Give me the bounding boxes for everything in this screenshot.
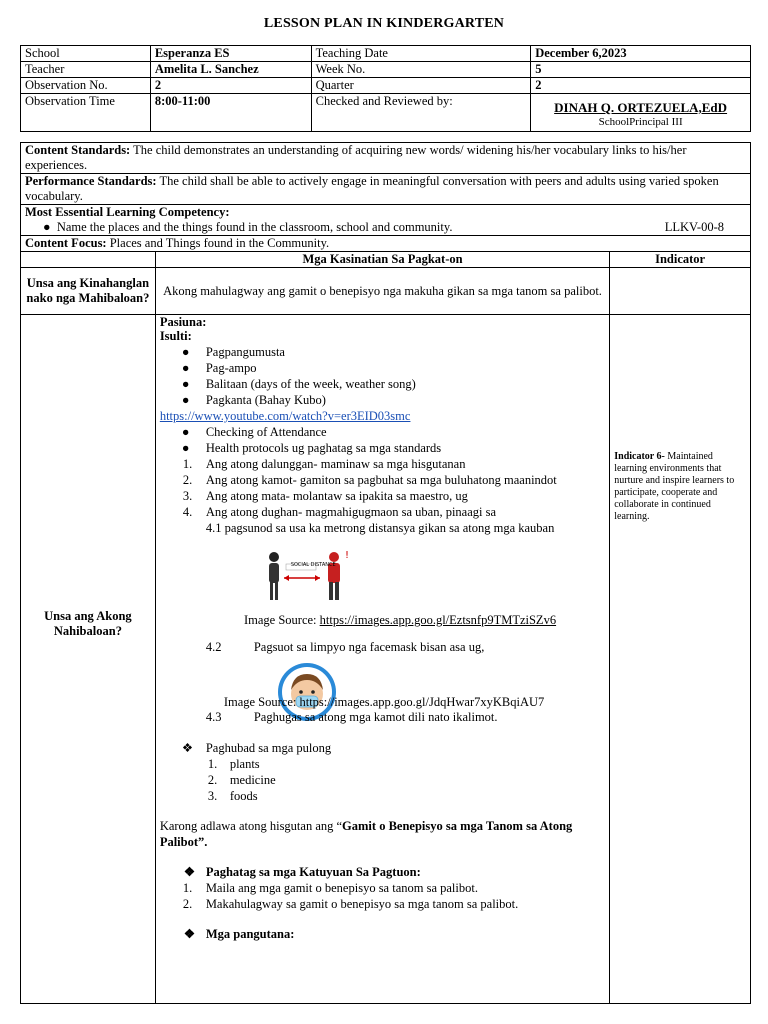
row2-content: Pasiuna: Isulti: ● Pagpangumusta ● Pag-ampo ● Balitaan (days of the week, weather song) ● Pagkanta (Bahay Kubo) https://www.youtube.com/watch?v=er3EID03smc ● Checking of Attendance ● Health protocols ug paghatag sa mga standards 1. Ang atong dalunggan- maminaw sa mga hisgutanan 2. Ang atong kamot- gamiton sa pagbuhat sa mga buluhatong maanindot 3. Ang atong mata- molantaw sa ipakita sa maestro, ug 4. Ang atong dughan- magmahigugmaon sa uban, pinaagi sa 4.1 pagsunod sa usa ka metrong distansya gikan sa atong mga kauban ! SOCIAL DISTANCE Image Source: https://images.app.goo.gl/Eztsnfp9TMTziSZv6 4.2 Pagsuot sa limpyo nga facemask bisan asa ug, Image Source: https://images.app.goo.gl/JdqHwar7xyKBqiAU7 4.3 Paghugas sa atong mga kamot dili nato ikalimot. ❖ Paghubad sa mga pulong 1. plants 2. medicine 3. foods Karong adlawa atong hisgutan ang “Gamit o Benepisyo sa mga Tanom sa Atong Palibot”. ❖ Paghatag sa mga Katuyuan Sa Pagtuon: 1. Maila ang mga gamit o benepisyo sa tanom sa palibot. 2. Makahulagway sa gamit o benepisyo sa mga tanom sa palibot. ❖ Mga pangutana: — [155, 315, 609, 1004]
intro-list — [160, 344, 605, 408]
list-item: 3. Ang atong mata- molantaw sa ipakita sa maestro, ug — [182, 489, 468, 503]
teacher-value: Amelita L. Sanchez — [150, 62, 311, 78]
lesson-table — [20, 142, 751, 1004]
social-distance-label: SOCIAL DISTANCE — [290, 562, 336, 568]
words-list — [160, 756, 605, 804]
page-title: LESSON PLAN IN KINDERGARTEN — [263, 16, 505, 31]
performance-standards: Performance Standards: The child shall be able to actively engage in meaningful conversation with peers and adults using varied spoken vocabulary. — [21, 174, 751, 205]
list-item: ❖ Paghubad sa mga pulong — [181, 741, 332, 755]
bullet-icon: ● — [181, 393, 190, 407]
bullet-icon: ● — [43, 220, 51, 234]
date-value: December 6,2023 — [531, 46, 751, 62]
image-source-2: Image Source: https://images.app.goo.gl/JdqHwar7xyKBqiAU7 — [223, 695, 545, 709]
list-item: 1. Ang atong dalunggan- maminaw sa mga hisgutanan — [182, 457, 466, 471]
indicator-text: Indicator 6- Maintained learning environments that nurture and inspire learners to participate, cooperate and collaborate in continued learning. — [614, 451, 735, 522]
list-item: 2. Ang atong kamot- gamiton sa pagbuhat sa mga buluhatong maanindot — [182, 473, 557, 487]
melc-code: LLKV-00-8 — [664, 220, 724, 234]
bullet-icon: ● — [181, 345, 190, 359]
image-source-1: Image Source: https://images.app.goo.gl/Eztsnfp9TMTziSZv6 — [243, 613, 557, 627]
bullet-icon: ● — [181, 441, 190, 455]
school-label: School — [21, 46, 151, 62]
melc-text: Name the places and the things found in the classroom, school and community. — [56, 220, 453, 234]
bullet-icon: ● — [181, 425, 190, 439]
sub-item-4-2: 4.2 Pagsuot sa limpyo nga facemask bisan asa ug, — [205, 640, 485, 654]
list-item: ● Checking of Attendance — [181, 425, 327, 439]
facemask-figure — [160, 674, 605, 708]
row-kinahanglan — [21, 268, 751, 315]
quarter-value: 2 — [531, 78, 751, 94]
obs-label: Observation No. — [21, 78, 151, 94]
melc-row — [21, 205, 751, 236]
objectives-heading: ❖ Paghatag sa mga Katuyuan Sa Pagtuon: — [183, 865, 421, 879]
list-item: 1. plants — [207, 757, 260, 771]
diamond-bullet-icon: ❖ — [183, 865, 196, 879]
header-row — [21, 252, 751, 268]
list-item: 4. Ang atong dughan- magmahigugmaon sa uban, pinaagi sa — [182, 505, 497, 519]
time-value: 8:00-11:00 — [150, 94, 311, 132]
bullet-icon: ● — [181, 377, 190, 391]
school-value: Esperanza ES — [150, 46, 311, 62]
list-item: ● Pagpangumusta — [181, 345, 285, 359]
youtube-link[interactable]: https://www.youtube.com/watch?v=er3EID03smc — [159, 409, 411, 423]
list-item: 3. foods — [207, 789, 258, 803]
list-item: 2. medicine — [207, 773, 276, 787]
content-focus-row — [21, 236, 751, 252]
list-item: ● Pag-ampo — [181, 361, 257, 375]
diamond-bullet-icon: ❖ — [181, 741, 194, 755]
info-row-teacher — [21, 62, 751, 78]
teacher-label: Teacher — [21, 62, 151, 78]
obs-value: 2 — [150, 78, 311, 94]
indicator-cell — [610, 315, 751, 1004]
checked-label: Checked and Reviewed by: — [311, 94, 531, 132]
objectives-list — [160, 880, 605, 912]
row1-label: Unsa ang Kinahanglan nako nga Mahibaloan? — [21, 268, 156, 315]
row2-label: Unsa ang Akong Nahibaloan? — [21, 315, 156, 1004]
content-standards-row — [21, 143, 751, 174]
week-value: 5 — [531, 62, 751, 78]
principal-title: SchoolPrincipal III — [598, 116, 683, 128]
principal-name: DINAH Q. ORTEZUELA,EdD — [554, 100, 728, 115]
list-item: ● Health protocols ug paghatag sa mga standards — [181, 441, 442, 455]
principal-cell — [531, 94, 751, 132]
info-row-observation — [21, 78, 751, 94]
sub-item-4-1: 4.1 pagsunod sa usa ka metrong distansya gikan sa atong mga kauban — [205, 521, 555, 535]
topic-sentence: Karong adlawa atong hisgutan ang “Gamit o Benepisyo sa mga Tanom sa Atong Palibot”. — [159, 819, 573, 849]
performance-standards-row — [21, 174, 751, 205]
list-item: ● Pagkanta (Bahay Kubo) — [181, 393, 326, 407]
info-table — [20, 45, 751, 132]
quarter-label: Quarter — [311, 78, 531, 94]
diamond-bullet-icon: ❖ — [183, 927, 196, 941]
svg-text:!: ! — [344, 550, 349, 561]
row1-content: Akong mahulagway ang gamit o benepisyo nga makuha gikan sa mga tanom sa palibot. — [155, 268, 609, 315]
date-label: Teaching Date — [311, 46, 531, 62]
bullet-icon: ● — [181, 361, 190, 375]
list-item: 2. Makahulagway sa gamit o benepisyo sa mga tanom sa palibot. — [182, 897, 519, 911]
list-item: 1. Maila ang mga gamit o benepisyo sa tanom sa palibot. — [182, 881, 478, 895]
header-indicator: Indicator — [610, 252, 751, 268]
content-standards: Content Standards: The child demonstrates an understanding of acquiring new words/ widening his/her vocabulary links to his/her experiences. — [21, 143, 751, 174]
header-kasinatian: Mga Kasinatian Sa Pagkat-on — [155, 252, 609, 268]
questions-heading: ❖ Mga pangutana: — [183, 927, 295, 941]
list-item: ● Balitaan (days of the week, weather song) — [181, 377, 416, 391]
sub-item-4-3: 4.3 Paghugas sa atong mga kamot dili nato ikalimot. — [205, 710, 498, 724]
info-row-time — [21, 94, 751, 132]
time-label: Observation Time — [21, 94, 151, 132]
info-row-school — [21, 46, 751, 62]
content-focus: Content Focus: Places and Things found in the Community. — [21, 236, 751, 252]
row-nahibaloan — [21, 315, 751, 1004]
week-label: Week No. — [311, 62, 531, 78]
social-distance-figure — [160, 536, 605, 612]
melc: Most Essential Learning Competency: ● Name the places and the things found in the classroom, school and community. LLKV-00-8 — [21, 205, 751, 236]
